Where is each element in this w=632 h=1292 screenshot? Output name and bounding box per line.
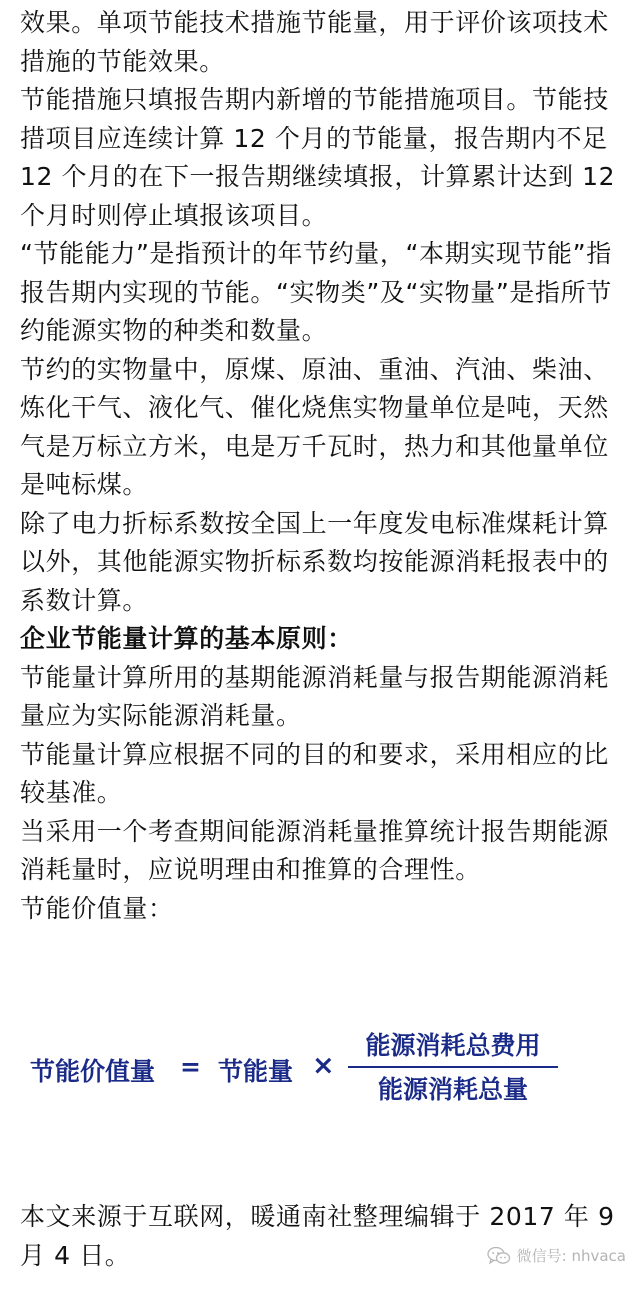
formula-equals: = xyxy=(180,1052,201,1081)
formula-lhs: 节能价值量 xyxy=(30,1057,156,1086)
watermark-text: 微信号: nhvaca xyxy=(516,1247,626,1265)
footer-text: 本文来源于互联网，暖通南社整理编辑于 2017 年 9 月 4 日。 xyxy=(20,1202,615,1270)
paragraph: “节能能力”是指预计的年节约量，“本期实现节能”指报告期内实现的节能。“实物类”及“实物量”是指所节约能源实物的种类和数量。 xyxy=(20,239,612,345)
formula-term: 节能量 xyxy=(218,1057,294,1086)
paragraph: 节能价值量： xyxy=(20,893,174,923)
paragraph: 节约的实物量中，原煤、原油、重油、汽油、柴油、炼化干气、液化气、催化烧焦实物量单位是吨，天然气是万标立方米，电是万千瓦时，热力和其他量单位是吨标煤。 xyxy=(20,354,609,499)
wechat-watermark xyxy=(487,1245,626,1266)
formula-times-sign: × xyxy=(312,1050,335,1081)
paragraph: 节能量计算应根据不同的目的和要求，采用相应的比较基准。 xyxy=(20,739,609,807)
energy-value-formula xyxy=(30,1030,590,1110)
article-body xyxy=(20,4,616,928)
formula-denominator: 能源消耗总量 xyxy=(377,1075,528,1104)
fraction-bar xyxy=(348,1066,558,1068)
formula-fraction xyxy=(348,1030,558,1106)
paragraph: 当采用一个考查期间能源消耗量推算统计报告期能源消耗量时，应说明理由和推算的合理性。 xyxy=(20,816,609,884)
paragraph: 除了电力折标系数按全国上一年度发电标准煤耗计算以外，其他能源实物折标系数均按能源消耗报表中的系数计算。 xyxy=(20,508,609,615)
paragraph: 节能量计算所用的基期能源消耗量与报告期能源消耗量应为实际能源消耗量。 xyxy=(20,662,609,730)
paragraph: 节能措施只填报告期内新增的节能措施项目。节能技措项目应连续计算 12 个月的节能量，报告期内不足 12 个月的在下一报告期继续填报，计算累计达到 12 个月时则停止填报该项目。 xyxy=(20,85,616,230)
formula-numerator: 能源消耗总费用 xyxy=(365,1031,541,1060)
wechat-icon xyxy=(487,1246,511,1266)
section-heading: 企业节能量计算的基本原则： xyxy=(20,624,353,653)
paragraph: 效果。单项节能技术措施节能量，用于评价该项技术措施的节能效果。 xyxy=(20,8,609,76)
